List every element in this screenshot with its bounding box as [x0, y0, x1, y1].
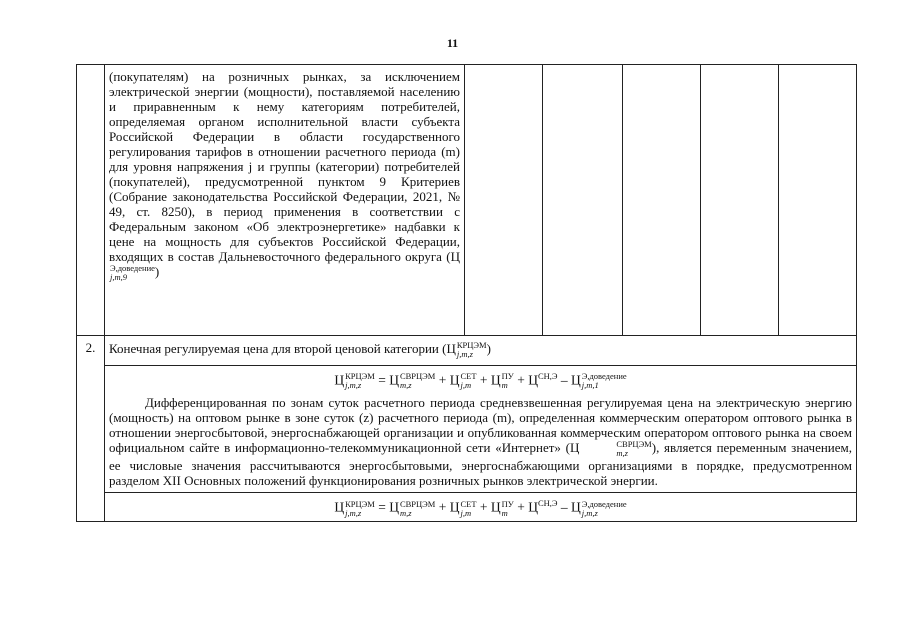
price-symbol: Ц: [446, 341, 456, 356]
price-symbol: Ц: [450, 249, 460, 264]
formula-explanation-cell: [105, 366, 857, 493]
closing-paren: ): [154, 264, 160, 279]
price-superscript: КРЦЭМ: [456, 340, 487, 351]
row1-text: (покупателям) на розничных рынках, за исключением электрической энергии (мощности), поставляемой населению и приравненным к нему категориям потребителей, определяемая органом исполнительной власти субъекта Российской Федерации в области государственного регулирования тарифов в отношении расчетного периода (m) для уровня напряжения j и группы (категории) потребителей (покупателей), предусмотренной пунктом 9 Критериев (Собрание законодательства Российской Федерации, 2021, № 49, ст. 8250), в период применения в соответствии с Федеральным законом «Об электроэнергетике» надбавки к цене на мощность для субъектов Российской Федерации, входящих в состав Дальневосточного федерального округа (: [109, 69, 460, 264]
explanation-paragraph: [105, 393, 856, 492]
closing-paren: ): [486, 341, 491, 356]
price-indices: СВРЦЭМ m,z: [616, 439, 652, 459]
row-number: 2.: [77, 336, 105, 522]
empty-cell: [623, 65, 701, 336]
empty-cell: [779, 65, 857, 336]
empty-cell: [543, 65, 623, 336]
row-number-cell: [77, 65, 105, 336]
page-number: 11: [446, 36, 459, 50]
table-row: [77, 366, 857, 493]
formula-cell: [105, 493, 857, 521]
formula-2: Ц КРЦЭМ j,m,z = Ц СВРЦЭМ m,z + Ц СЕТ j,m + Ц ПУ m + $Ц^{СН,Э}$ – Ц Э,доведение j,m,z: [334, 498, 627, 518]
table-row: [77, 493, 857, 521]
empty-cell: [701, 65, 779, 336]
table-row: [77, 65, 857, 336]
row2-heading: [105, 336, 857, 366]
price-superscript: Э,доведение: [110, 263, 155, 274]
tariff-table: [76, 64, 857, 522]
paragraph-text: ), является переменным значением, ее числовые значения рассчитываются энергосбытовыми, энергоснабжающими организациями в порядке, предусмотренном разделом XII Основных положений функционирования розничных рынков электрической энергии.: [109, 440, 852, 489]
price-subscript: j,m,z: [456, 349, 473, 360]
formula-1: Ц КРЦЭМ j,m,z = Ц СВРЦЭМ m,z + Ц СЕТ j,m + Ц ПУ m + $Ц^{СН,Э}$ – Ц Э,доведение j,m,1: [334, 371, 627, 391]
table-row: [77, 336, 857, 366]
paragraph-text: Дифференцированная по зонам суток расчетного периода средневзвешенная регулируемая цена на электрическую энергию (мощность) на оптовом рынке в зоне суток (z) расчетного периода (m), определенная коммерческим оператором оптового рынка в отношении энергосбытовой, энергоснабжающей организации и опубликованная коммерческим оператором оптового рынка на своем официальном сайте в информационно-телекоммуникационной сети «Интернет» (: [109, 395, 852, 456]
heading-text: Конечная регулируемая цена для второй ценовой категории (: [109, 341, 447, 356]
empty-cell: [465, 65, 543, 336]
price-symbol: Ц: [569, 440, 580, 456]
price-indices: [457, 341, 487, 359]
price-indices: [110, 264, 155, 282]
price-subscript: j,m,9: [110, 272, 127, 283]
description-cell: [105, 65, 465, 336]
